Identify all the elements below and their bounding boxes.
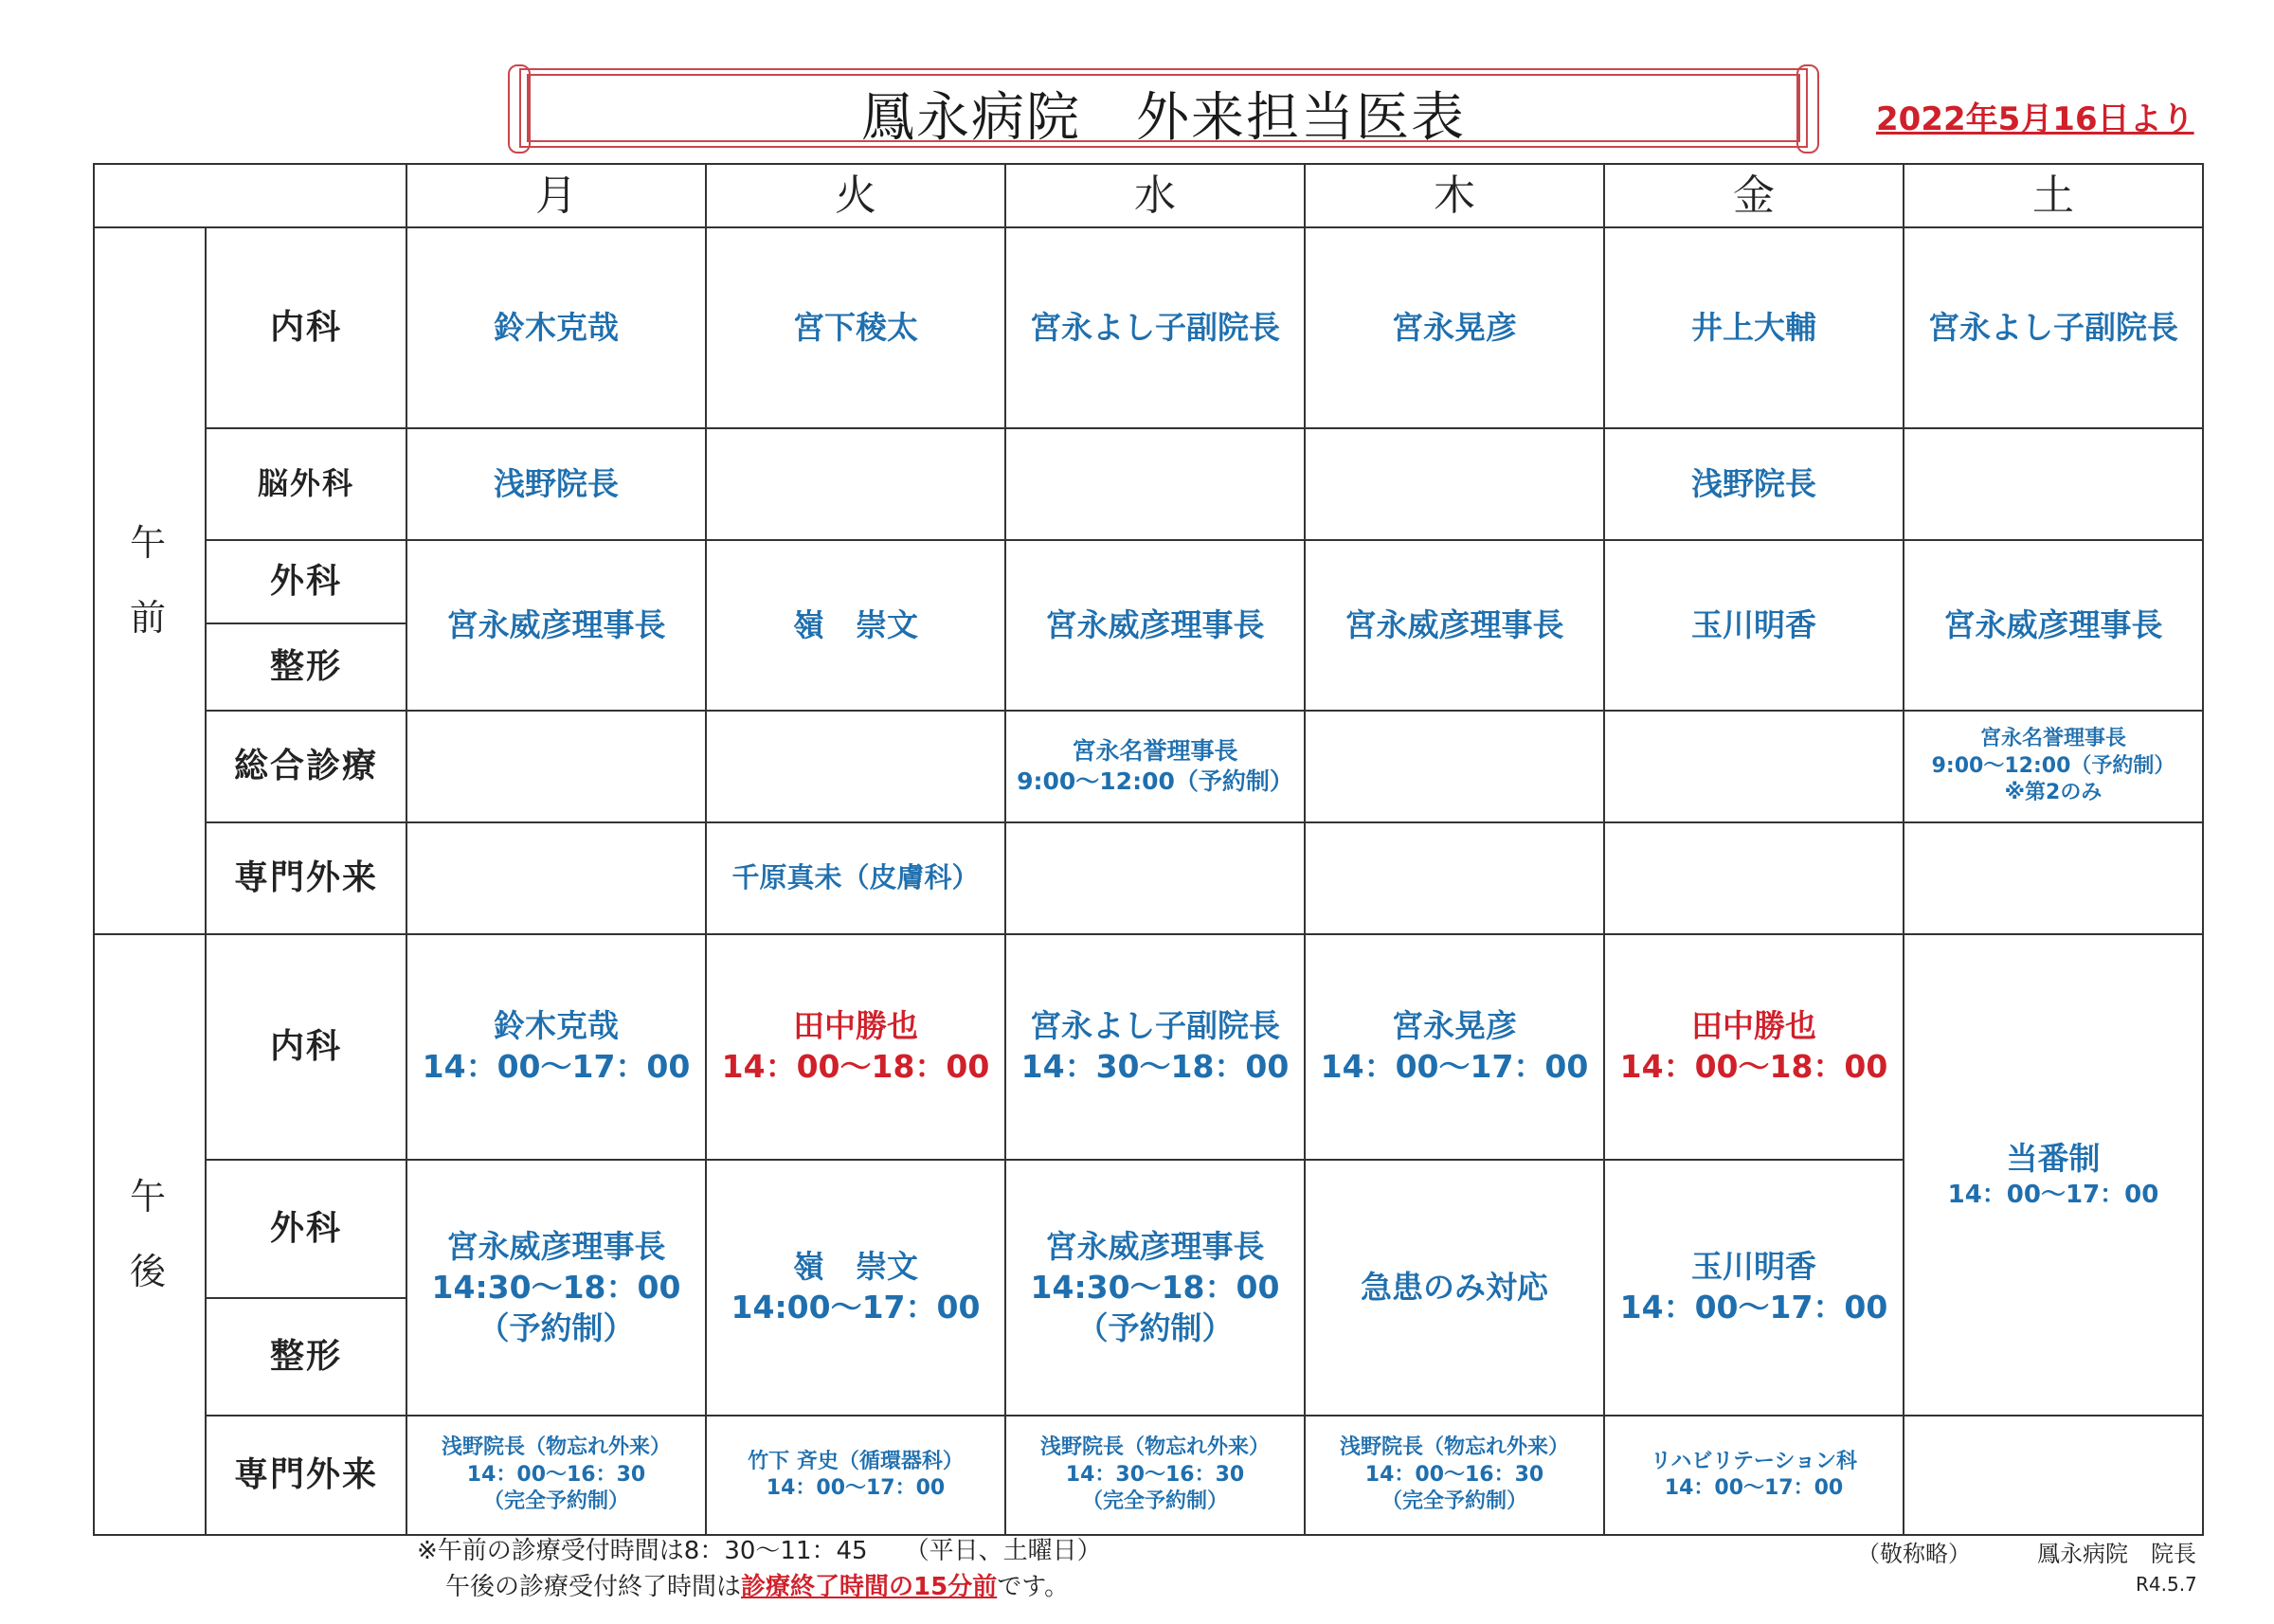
pm-naika-mon: 鈴木克哉 14：00～17：00: [406, 934, 706, 1160]
dept-senmon-pm: 専門外来: [206, 1416, 406, 1535]
footer-highlight: 診療終了時間の15分前: [741, 1573, 998, 1601]
am-sogo-sat: 宮永名誉理事長 9:00～12:00（予約制） ※第2のみ: [1904, 711, 2203, 822]
corner-cell: [94, 164, 406, 227]
am-nogeka-fri: 浅野院長: [1604, 428, 1904, 540]
am-sogo-fri: [1604, 711, 1904, 822]
pm-geka-mon: 宮永威彦理事長 14:30～18：00 （予約制）: [406, 1160, 706, 1416]
am-nogeka-sat: [1904, 428, 2203, 540]
pm-senmon-sat: [1904, 1416, 2203, 1535]
footer-signature: 鳳永病院 院長: [2037, 1541, 2196, 1567]
effective-date: 2022年5月16日より: [1876, 100, 2194, 138]
am-geka-mon: 宮永威彦理事長: [406, 540, 706, 711]
footer-note-afternoon: 午後の診療受付終了時間は診療終了時間の15分前です。: [445, 1573, 1070, 1601]
pm-geka-thu: 急患のみ対応: [1305, 1160, 1604, 1416]
am-geka-sat: 宮永威彦理事長: [1904, 540, 2203, 711]
am-naika-sat: 宮永よし子副院長: [1904, 227, 2203, 428]
pm-senmon-tue: 竹下 斉史（循環器科） 14：00～17：00: [706, 1416, 1005, 1535]
am-nogeka-thu: [1305, 428, 1604, 540]
day-tuesday: 火: [706, 164, 1005, 227]
am-naika-row: [94, 227, 2203, 428]
day-monday: 月: [406, 164, 706, 227]
am-sogo-mon: [406, 711, 706, 822]
am-senmon-fri: [1604, 822, 1904, 934]
pm-senmon-thu: 浅野院長（物忘れ外来） 14：00～16：30 （完全予約制）: [1305, 1416, 1604, 1535]
am-sogo-thu: [1305, 711, 1604, 822]
am-geka-wed: 宮永威彦理事長: [1005, 540, 1305, 711]
pm-naika-row: [94, 934, 2203, 1160]
dept-seikei-am: 整形: [206, 623, 406, 711]
am-sogo-wed: 宮永名誉理事長 9:00～12:00（予約制）: [1005, 711, 1305, 822]
period-afternoon: 午 後: [94, 934, 206, 1535]
pm-sat-toban: 当番制 14：00～17：00: [1904, 934, 2203, 1416]
am-senmon-sat: [1904, 822, 2203, 934]
am-senmon-thu: [1305, 822, 1604, 934]
day-thursday: 木: [1305, 164, 1604, 227]
am-naika-tue: 宮下稜太: [706, 227, 1005, 428]
day-header-row: [94, 164, 2203, 227]
pm-geka-row: [94, 1160, 2203, 1298]
footer-version: R4.5.7: [2136, 1573, 2197, 1596]
am-geka-thu: 宮永威彦理事長: [1305, 540, 1604, 711]
am-senmon-row: [94, 822, 2203, 934]
title-banner: [506, 63, 1821, 153]
am-geka-tue: 嶺 崇文: [706, 540, 1005, 711]
am-senmon-mon: [406, 822, 706, 934]
pm-geka-fri: 玉川明香 14：00～17：00: [1604, 1160, 1904, 1416]
am-senmon-wed: [1005, 822, 1305, 934]
dept-naika-pm: 内科: [206, 934, 406, 1160]
am-sogo-tue: [706, 711, 1005, 822]
am-senmon-tue: 千原真未（皮膚科）: [706, 822, 1005, 934]
am-naika-wed: 宮永よし子副院長: [1005, 227, 1305, 428]
pm-senmon-fri: リハビリテーション科 14：00～17：00: [1604, 1416, 1904, 1535]
pm-naika-fri: 田中勝也 14：00～18：00: [1604, 934, 1904, 1160]
am-sogo-row: [94, 711, 2203, 822]
am-nogeka-mon: 浅野院長: [406, 428, 706, 540]
dept-naika-am: 内科: [206, 227, 406, 428]
page-title: 鳳永病院 外来担当医表: [861, 87, 1466, 149]
dept-senmon-am: 専門外来: [206, 822, 406, 934]
dept-geka-pm: 外科: [206, 1160, 406, 1298]
am-geka-row: [94, 540, 2203, 623]
dept-seikei-pm: 整形: [206, 1298, 406, 1416]
am-geka-fri: 玉川明香: [1604, 540, 1904, 711]
am-naika-fri: 井上大輔: [1604, 227, 1904, 428]
footer-note-morning: ※午前の診療受付時間は8：30～11：45 （平日、土曜日）: [417, 1537, 1102, 1565]
day-friday: 金: [1604, 164, 1904, 227]
pm-geka-tue: 嶺 崇文 14:00～17：00: [706, 1160, 1005, 1416]
am-nogeka-row: [94, 428, 2203, 540]
pm-senmon-wed: 浅野院長（物忘れ外来） 14：30～16：30 （完全予約制）: [1005, 1416, 1305, 1535]
dept-sogo: 総合診療: [206, 711, 406, 822]
am-naika-thu: 宮永晃彦: [1305, 227, 1604, 428]
am-naika-mon: 鈴木克哉: [406, 227, 706, 428]
dept-geka-am: 外科: [206, 540, 406, 623]
am-nogeka-tue: [706, 428, 1005, 540]
pm-naika-tue: 田中勝也 14：00～18：00: [706, 934, 1005, 1160]
pm-senmon-row: [94, 1416, 2203, 1535]
day-wednesday: 水: [1005, 164, 1305, 227]
footer-honorific: （敬称略）: [1857, 1541, 1971, 1567]
day-saturday: 土: [1904, 164, 2203, 227]
period-morning: 午 前: [94, 227, 206, 934]
pm-geka-wed: 宮永威彦理事長 14:30～18：00 （予約制）: [1005, 1160, 1305, 1416]
am-nogeka-wed: [1005, 428, 1305, 540]
schedule-table: [93, 163, 2204, 1536]
pm-naika-wed: 宮永よし子副院長 14：30～18：00: [1005, 934, 1305, 1160]
pm-naika-thu: 宮永晃彦 14：00～17：00: [1305, 934, 1604, 1160]
dept-nogeka: 脳外科: [206, 428, 406, 540]
pm-senmon-mon: 浅野院長（物忘れ外来） 14：00～16：30 （完全予約制）: [406, 1416, 706, 1535]
